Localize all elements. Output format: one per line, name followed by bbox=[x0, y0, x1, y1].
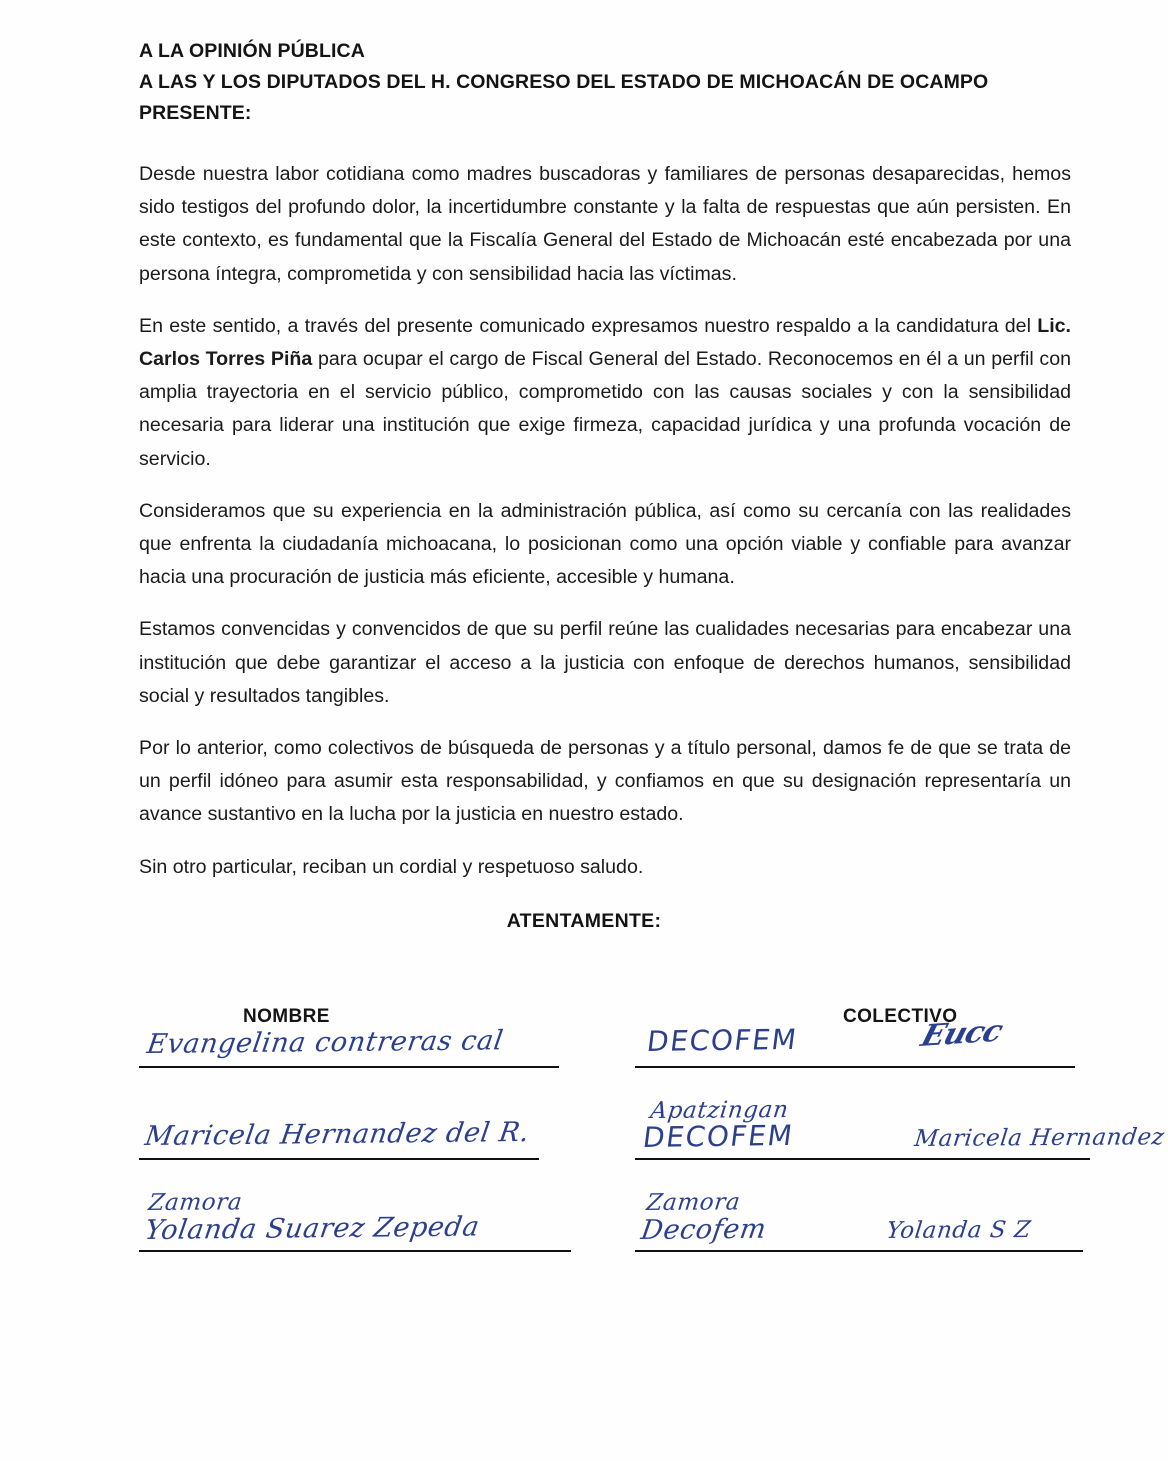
closing-salutation: ATENTAMENTE: bbox=[506, 910, 662, 932]
column-header-nombre: NOMBRE bbox=[243, 1006, 330, 1027]
handwritten-signature-mark: Maricela Hernandez bbox=[913, 1124, 1166, 1152]
handwritten-signature-name: Maricela Hernandez del R. bbox=[143, 1116, 532, 1152]
paragraph-3: Consideramos que su experiencia en la administración pública, así como su cercanía con las realidades que enfrenta la ciudadanía michoacana, lo posicionan como una opción viable y confiable para avanzar hacia una procuración de justicia más eficiente, accesible y humana. bbox=[139, 499, 1071, 589]
signature-row bbox=[0, 1189, 1168, 1344]
paragraph-6: Sin otro particular, reciban un cordial y respetuoso saludo. bbox=[139, 855, 644, 878]
signature-rule bbox=[635, 1250, 1083, 1252]
handwritten-signature-mark: Yolanda S Z bbox=[885, 1216, 1033, 1244]
handwritten-collective-city: Zamora bbox=[645, 1189, 742, 1216]
signature-table bbox=[0, 1006, 1168, 1344]
signature-rule bbox=[139, 1250, 571, 1252]
document-header bbox=[139, 36, 1071, 129]
handwritten-collective-name: DECOFEM bbox=[641, 1118, 796, 1154]
signature-rule bbox=[139, 1158, 539, 1160]
header-line-presente: PRESENTE: bbox=[139, 102, 252, 124]
paragraph-5: Por lo anterior, como colectivos de búsqueda de personas y a título personal, damos fe de que se trata de un perfil idóneo para asumir esta responsabilidad, y confiamos en que su designación representaría un avance sustantivo en la lucha por la justicia en nuestro estado. bbox=[139, 737, 1071, 826]
handwritten-collective-name: Decofem bbox=[639, 1213, 769, 1246]
paragraph-4: Estamos convencidas y convencidos de que su perfil reúne las cualidades necesarias para encabezar una institución que debe garantizar el acceso a la justicia con enfoque de derechos humanos, sensibilidad social y resultados tangibles. bbox=[139, 618, 1071, 707]
candidate-name: Lic. Carlos Torres Piña bbox=[139, 314, 1071, 371]
handwritten-collective-city: Apatzingan bbox=[649, 1097, 790, 1124]
column-header-colectivo: COLECTIVO bbox=[843, 1006, 958, 1027]
handwritten-signature-name: Evangelina contreras cal bbox=[145, 1025, 506, 1060]
signature-rule bbox=[635, 1158, 1090, 1160]
paragraph-1: Desde nuestra labor cotidiana como madres buscadoras y familiares de personas desaparecidas, hemos sido testigos del profundo dolor, la incertidumbre constante y la falta de respuestas que aún persisten. En este contexto, es fundamental que la Fiscalía General del Estado de Michoacán esté encabezada por una persona íntegra, comprometida y con sensibilidad hacia las víctimas. bbox=[139, 163, 1071, 285]
document-body bbox=[139, 158, 1071, 884]
header-line-diputados: A LAS Y LOS DIPUTADOS DEL H. CONGRESO DEL ESTADO DE MICHOACÁN DE OCAMPO bbox=[139, 71, 989, 93]
handwritten-name-city: Zamora bbox=[147, 1189, 244, 1216]
handwritten-collective-name: DECOFEM bbox=[645, 1022, 800, 1058]
handwritten-signature-mark: Eucc bbox=[917, 1013, 1007, 1054]
header-line-opinion-publica: A LA OPINIÓN PÚBLICA bbox=[139, 40, 365, 62]
signature-rule bbox=[635, 1066, 1075, 1068]
paragraph-2-text-after: para ocupar el cargo de Fiscal General del Estado. Reconocemos en él a un perfil con amplia trayectoria en el servicio público, comprometido con las causas sociales y con la sensibilidad necesaria para liderar una institución que exige firmeza, capacidad jurídica y una profunda vocación de servicio. bbox=[139, 348, 1072, 470]
signature-rule bbox=[139, 1066, 559, 1068]
paragraph-2-text-before: En este sentido, a través del presente comunicado expresamos nuestro respaldo a la candidatura del bbox=[139, 314, 1038, 337]
paragraph-2 bbox=[139, 310, 1071, 476]
handwritten-signature-name: Yolanda Suarez Zepeda bbox=[143, 1211, 482, 1246]
